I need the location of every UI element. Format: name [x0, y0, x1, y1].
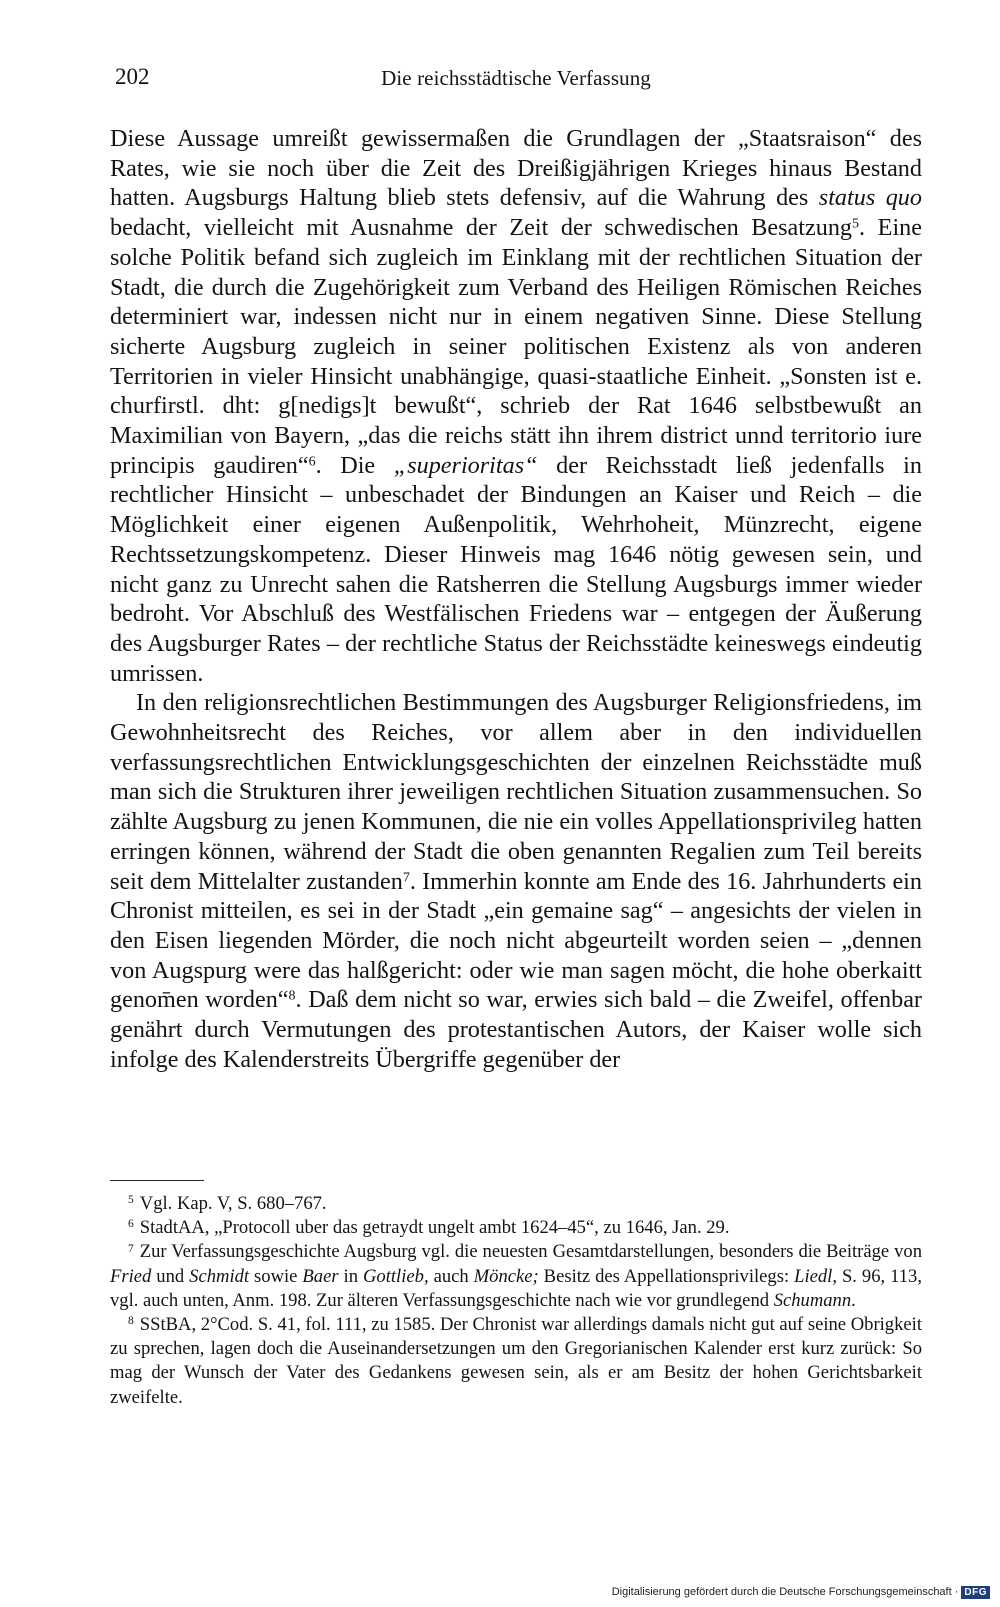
text-run: In den religionsrechtlichen Bestimmungen des Augsburger Religionsfriedens, im Gewohnheitsrecht des Reiches, vor allem aber in den individuellen verfassungsrechtlichen Entwicklungsgeschichten der einzelnen Reichsstädte muß man sich die Strukturen ihrer jeweiligen rechtlichen Situation zusammensuchen. So zählte Augsburg zu jenen Kommunen, die nie ein volles Appellationsprivileg hatten erringen können, während der Stadt die oben genannten Regalien zum Teil bereits seit dem Mittelalter zustanden: [110, 689, 922, 895]
text-run: bedacht, vielleicht mit Ausnahme der Zeit der schwedischen Besatzung: [110, 214, 853, 242]
author-name: Schmidt: [189, 1265, 250, 1287]
footnote-divider: [110, 1180, 204, 1181]
footnote-text: und: [151, 1265, 190, 1287]
footnote-text: in: [338, 1265, 363, 1287]
footnote-text: StadtAA, „Protocoll uber das getraydt ungelt ambt 1624–45“, zu 1646, Jan. 29.: [139, 1217, 730, 1239]
paragraph-2: [110, 688, 922, 1074]
footnote-text: SStBA, 2°Cod. S. 41, fol. 111, zu 1585. Der Chronist war allerdings damals nicht gut auf seine Obrigkeit zu sprechen, lagen doch die Auseinandersetzungen um den Gregorianischen Kalender erst kurz zurück: So mag der Wunsch der Vater des Gedankens gewesen sein, als er am Besitz der hohen Gerichtsbarkeit zweifelte.: [110, 1314, 922, 1408]
footnote-ref-5: 5: [852, 215, 860, 232]
page-number: 202: [115, 64, 150, 89]
running-head: [110, 64, 922, 94]
text-run: der Reichsstadt ließ jedenfalls in rechtlicher Hinsicht – unbeschadet der Bindungen an Kaiser und Reich – die Möglichkeit einer eigenen Außenpolitik, Wehrhoheit, Münzrecht, eigene Rechtssetzungskompetenz. Dieser Hinweis mag 1646 nötig gewesen sein, und nicht ganz zu Unrecht sahen die Ratsherren die Stellung Augsburgs immer wieder bedroht. Vor Abschluß des Westfälischen Friedens war – entgegen der Äußerung des Augsburger Rates – der rechtliche Status der Reichsstädte keineswegs eindeutig umrissen.: [110, 451, 922, 687]
footnote-mark: 8: [128, 1315, 134, 1328]
text-run: . Die: [315, 451, 394, 479]
dfg-logo: DFG: [961, 1586, 990, 1599]
author-name: Möncke;: [473, 1265, 539, 1287]
footnote-mark: 6: [128, 1218, 134, 1231]
footnote-ref-7: 7: [402, 868, 410, 885]
footnote-text: .: [851, 1289, 856, 1311]
text-run: Diese Aussage umreißt gewissermaßen die Grundlagen der „Staatsraison“ des Rates, wie sie noch über die Zeit des Dreißigjährigen Krieges hinaus Bestand hatten. Augsburgs Haltung blieb stets defensiv, auf die Wahrung des: [110, 125, 922, 212]
footnote-text: S. 96, 113, vgl. auch unten, Anm. 198. Zur älteren Verfassungsgeschichte nach wie vor grundlegend: [110, 1265, 922, 1311]
footnote-text: auch: [428, 1265, 474, 1287]
footnote-text: sowie: [249, 1265, 303, 1287]
funding-text: Digitalisierung gefördert durch die Deutsche Forschungsgemeinschaft ·: [611, 1586, 959, 1598]
italic-term: status quo: [818, 184, 922, 212]
italic-term: „superioritas“: [393, 451, 538, 479]
footnote-7: [110, 1240, 922, 1313]
footnote-text: Zur Verfassungsgeschichte Augsburg vgl. die neuesten Gesamtdarstellungen, besonders die Beiträge von: [139, 1241, 922, 1263]
footnote-6: [110, 1216, 922, 1240]
author-name: Baer: [302, 1265, 339, 1287]
footnote-mark: 5: [128, 1194, 134, 1207]
author-name: Schumann: [773, 1289, 852, 1311]
footnote-text: Besitz des Appellationsprivilegs:: [538, 1265, 795, 1287]
running-title: Die reichsstädtische Verfassung: [381, 66, 651, 90]
author-name: Fried: [110, 1265, 152, 1287]
footnote-5: [110, 1192, 922, 1216]
footnote-ref-6: 6: [308, 453, 316, 470]
paragraph-1: [110, 124, 922, 688]
footnote-mark: 7: [128, 1242, 134, 1255]
footnote-8: [110, 1313, 922, 1410]
author-name: Liedl,: [794, 1265, 837, 1287]
footnote-ref-8: 8: [288, 987, 296, 1004]
text-run: . Immerhin konnte am Ende des 16. Jahrhunderts ein Chronist mitteilen, es sei in der Stadt „ein gemaine sag“ – angesichts der vielen in den Eisen liegenden Mörder, die noch nicht abgeurteilt worden seien – „dennen von Augspurg were das halßgericht: oder wie man sagen möcht, die hohe oberkaitt genom̄en worden“: [110, 867, 922, 1014]
funding-note: [612, 1583, 990, 1601]
footnote-text: Vgl. Kap. V, S. 680–767.: [139, 1193, 327, 1214]
footnotes: [110, 1192, 922, 1410]
text-run: . Eine solche Politik befand sich zugleich im Einklang mit der rechtlichen Situation der Stadt, die durch die Zugehörigkeit zum Verband des Heiligen Römischen Reiches determiniert war, indessen nicht nur in einem negativen Sinne. Diese Stellung sicherte Augsburg zugleich in seiner politischen Existenz als von anderen Territorien in vieler Hinsicht unabhängige, quasi-staatliche Einheit. „Sonsten ist e. churfirstl. dht: g[nedigs]t bewußt“, schrieb der Rat 1646 selbstbewußt an Maximilian von Bayern, „das die reichs stätt ihn ihrem district unnd territorio iure principis gaudiren“: [110, 214, 922, 479]
main-text: [110, 124, 922, 1075]
author-name: Gottlieb,: [363, 1265, 429, 1287]
text-run: . Daß dem nicht so war, erwies sich bald – die Zweifel, offenbar genährt durch Vermutungen des protestantischen Autors, der Kaiser wolle sich infolge des Kalenderstreits Übergriffe gegenüber der: [110, 986, 922, 1073]
